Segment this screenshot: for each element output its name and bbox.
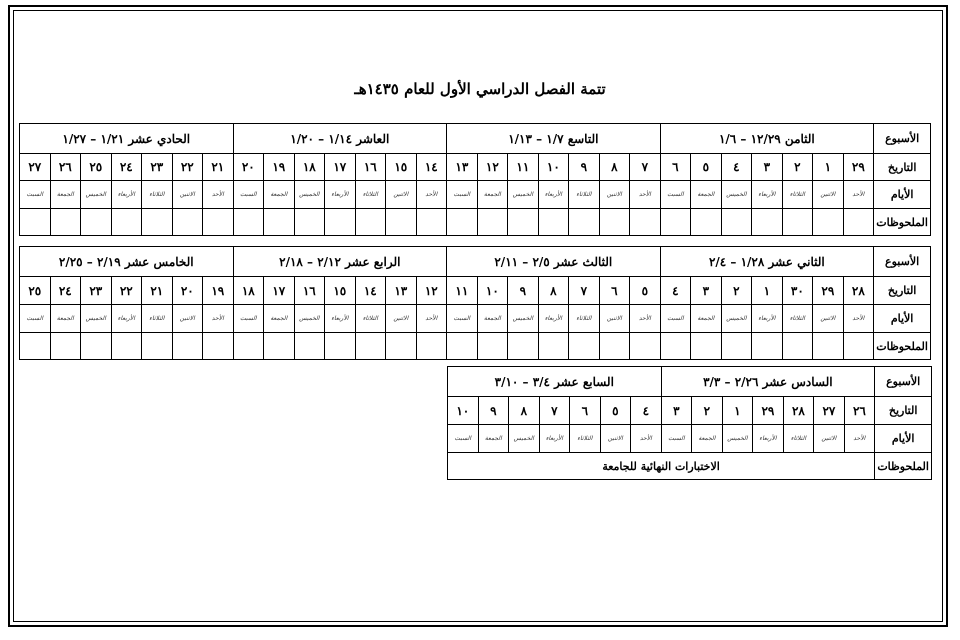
date-cell: ٢٨ <box>783 397 814 425</box>
calendar-block-3 <box>447 366 932 480</box>
notes-cell <box>81 333 112 360</box>
date-cell: ٨ <box>538 277 569 305</box>
notes-cell <box>447 333 478 360</box>
day-name-cell: السبت <box>20 181 51 209</box>
date-cell: ٢٩ <box>813 277 844 305</box>
date-cell: ٢٩ <box>843 154 874 181</box>
day-name-cell: الأحد <box>630 305 661 333</box>
day-name-cell: الأحد <box>630 181 661 209</box>
notes-cell <box>569 333 600 360</box>
notes-cell <box>813 209 844 236</box>
notes-cell <box>386 333 417 360</box>
notes-cell <box>294 209 325 236</box>
date-row <box>20 277 931 305</box>
notes-cell <box>81 209 112 236</box>
days-row <box>20 181 931 209</box>
notes-cell <box>233 333 264 360</box>
day-name-cell: الاثنين <box>172 305 203 333</box>
notes-label: الملحوظات <box>874 333 931 360</box>
days-label: الأيام <box>874 181 931 209</box>
day-name-cell: الاثنين <box>172 181 203 209</box>
notes-cell <box>355 333 386 360</box>
notes-cell <box>538 209 569 236</box>
notes-cell <box>538 333 569 360</box>
notes-cell <box>782 333 813 360</box>
day-name-cell: السبت <box>660 305 691 333</box>
notes-cell <box>416 209 447 236</box>
notes-cell <box>477 209 508 236</box>
week-cell: السادس عشر ٢/٢٦ – ٣/٣ <box>661 367 875 397</box>
day-name-cell: الأحد <box>416 305 447 333</box>
day-name-cell: الأربعاء <box>538 305 569 333</box>
date-cell: ١ <box>752 277 783 305</box>
date-cell: ٦ <box>660 154 691 181</box>
day-name-cell: الأحد <box>843 181 874 209</box>
date-cell: ٢٤ <box>111 154 142 181</box>
date-cell: ٦ <box>570 397 601 425</box>
notes-cell <box>813 333 844 360</box>
week-cell: الثامن ١٢/٢٩ – ١/٦ <box>660 124 874 154</box>
date-cell: ١٠ <box>477 277 508 305</box>
day-name-cell: الأربعاء <box>539 425 570 453</box>
date-cell: ١٧ <box>264 277 295 305</box>
day-name-cell: الثلاثاء <box>569 305 600 333</box>
date-row <box>20 154 931 181</box>
date-cell: ١٨ <box>294 154 325 181</box>
date-cell: ١٧ <box>325 154 356 181</box>
date-cell: ٢٦ <box>50 154 81 181</box>
date-cell: ٧ <box>539 397 570 425</box>
date-cell: ٢٧ <box>20 154 51 181</box>
date-cell: ٢٨ <box>843 277 874 305</box>
date-cell: ٢٩ <box>753 397 784 425</box>
date-cell: ١ <box>722 397 753 425</box>
week-cell: الخامس عشر ٢/١٩ – ٢/٢٥ <box>20 247 234 277</box>
notes-cell <box>782 209 813 236</box>
day-name-cell: الأحد <box>203 181 234 209</box>
day-name-cell: الأربعاء <box>111 305 142 333</box>
calendar-block-1 <box>19 123 931 236</box>
date-cell: ٢٠ <box>172 277 203 305</box>
day-name-cell: الخميس <box>81 181 112 209</box>
notes-cell <box>630 209 661 236</box>
days-label: الأيام <box>875 425 932 453</box>
notes-cell <box>111 333 142 360</box>
notes-label: الملحوظات <box>874 209 931 236</box>
date-cell: ٣٠ <box>782 277 813 305</box>
notes-cell <box>508 333 539 360</box>
date-cell: ٢٦ <box>844 397 875 425</box>
date-cell: ٨ <box>509 397 540 425</box>
date-cell: ١٦ <box>355 154 386 181</box>
notes-row <box>20 333 931 360</box>
date-cell: ٤ <box>660 277 691 305</box>
day-name-cell: الاثنين <box>600 425 631 453</box>
date-cell: ٢ <box>782 154 813 181</box>
day-name-cell: السبت <box>233 181 264 209</box>
day-name-cell: السبت <box>448 425 479 453</box>
day-name-cell: الجمعة <box>692 425 723 453</box>
day-name-cell: الثلاثاء <box>355 181 386 209</box>
notes-cell <box>691 209 722 236</box>
date-cell: ١٤ <box>355 277 386 305</box>
week-label: الأسبوع <box>874 247 931 277</box>
days-row <box>20 305 931 333</box>
week-row <box>20 124 931 154</box>
day-name-cell: الاثنين <box>386 181 417 209</box>
notes-cell <box>447 209 478 236</box>
date-cell: ٢ <box>721 277 752 305</box>
day-name-cell: الأحد <box>416 181 447 209</box>
day-name-cell: الاثنين <box>813 305 844 333</box>
date-row <box>448 397 932 425</box>
notes-cell <box>50 209 81 236</box>
date-label: التاريخ <box>875 397 932 425</box>
notes-cell <box>843 333 874 360</box>
notes-row <box>448 453 932 480</box>
day-name-cell: الجمعة <box>50 181 81 209</box>
day-name-cell: الأربعاء <box>325 181 356 209</box>
notes-cell <box>477 333 508 360</box>
day-name-cell: الاثنين <box>386 305 417 333</box>
day-name-cell: الأربعاء <box>753 425 784 453</box>
notes-cell <box>50 333 81 360</box>
day-name-cell: الثلاثاء <box>569 181 600 209</box>
day-name-cell: الجمعة <box>50 305 81 333</box>
day-name-cell: الأحد <box>844 425 875 453</box>
notes-cell <box>172 333 203 360</box>
week-cell: الثالث عشر ٢/٥ – ٢/١١ <box>447 247 661 277</box>
notes-cell <box>599 209 630 236</box>
date-cell: ٣ <box>752 154 783 181</box>
week-cell: التاسع ١/٧ – ١/١٣ <box>447 124 661 154</box>
day-name-cell: الجمعة <box>477 305 508 333</box>
day-name-cell: الاثنين <box>599 305 630 333</box>
notes-cell <box>599 333 630 360</box>
date-cell: ٨ <box>599 154 630 181</box>
notes-cell <box>386 209 417 236</box>
notes-cell <box>721 209 752 236</box>
week-cell: العاشر ١/١٤ – ١/٢٠ <box>233 124 447 154</box>
week-row <box>448 367 932 397</box>
day-name-cell: الاثنين <box>599 181 630 209</box>
date-cell: ٧ <box>569 277 600 305</box>
notes-cell <box>630 333 661 360</box>
notes-cell <box>752 333 783 360</box>
date-cell: ١٦ <box>294 277 325 305</box>
day-name-cell: الخميس <box>509 425 540 453</box>
day-name-cell: الثلاثاء <box>355 305 386 333</box>
date-cell: ١٨ <box>233 277 264 305</box>
day-name-cell: السبت <box>660 181 691 209</box>
notes-cell <box>264 209 295 236</box>
day-name-cell: الأحد <box>843 305 874 333</box>
day-name-cell: الجمعة <box>477 181 508 209</box>
day-name-cell: الأربعاء <box>538 181 569 209</box>
notes-cell <box>203 209 234 236</box>
notes-row <box>20 209 931 236</box>
date-cell: ١٩ <box>264 154 295 181</box>
page-title: تتمة الفصل الدراسي الأول للعام ١٤٣٥هـ <box>354 80 606 98</box>
week-cell: الحادي عشر ١/٢١ – ١/٢٧ <box>20 124 234 154</box>
notes-cell <box>660 333 691 360</box>
notes-cell <box>721 333 752 360</box>
date-cell: ٩ <box>569 154 600 181</box>
date-cell: ٢٥ <box>20 277 51 305</box>
date-cell: ١ <box>813 154 844 181</box>
day-name-cell: الجمعة <box>691 305 722 333</box>
week-label: الأسبوع <box>874 124 931 154</box>
notes-cell <box>691 333 722 360</box>
date-cell: ٢٣ <box>142 154 173 181</box>
notes-cell <box>660 209 691 236</box>
day-name-cell: الأحد <box>631 425 662 453</box>
date-cell: ٥ <box>691 154 722 181</box>
day-name-cell: الاثنين <box>813 181 844 209</box>
notes-cell <box>569 209 600 236</box>
date-cell: ١٠ <box>538 154 569 181</box>
day-name-cell: الأربعاء <box>325 305 356 333</box>
date-cell: ٢١ <box>203 154 234 181</box>
day-name-cell: الجمعة <box>691 181 722 209</box>
date-label: التاريخ <box>874 277 931 305</box>
date-cell: ١١ <box>447 277 478 305</box>
day-name-cell: الثلاثاء <box>783 425 814 453</box>
date-cell: ١٤ <box>416 154 447 181</box>
day-name-cell: الأربعاء <box>752 181 783 209</box>
day-name-cell: الخميس <box>508 181 539 209</box>
date-cell: ٤ <box>631 397 662 425</box>
day-name-cell: الأربعاء <box>752 305 783 333</box>
date-cell: ٣ <box>661 397 692 425</box>
day-name-cell: الاثنين <box>814 425 845 453</box>
notes-cell <box>142 333 173 360</box>
date-cell: ١٠ <box>448 397 479 425</box>
day-name-cell: الثلاثاء <box>142 305 173 333</box>
day-name-cell: الثلاثاء <box>782 305 813 333</box>
day-name-cell: السبت <box>447 181 478 209</box>
notes-cell <box>508 209 539 236</box>
date-cell: ١٣ <box>386 277 417 305</box>
day-name-cell: الثلاثاء <box>142 181 173 209</box>
date-cell: ٢ <box>692 397 723 425</box>
notes-cell <box>203 333 234 360</box>
date-cell: ٢٢ <box>172 154 203 181</box>
week-cell: الرابع عشر ٢/١٢ – ٢/١٨ <box>233 247 447 277</box>
day-name-cell: السبت <box>447 305 478 333</box>
date-cell: ٩ <box>478 397 509 425</box>
day-name-cell: الثلاثاء <box>570 425 601 453</box>
date-cell: ٦ <box>599 277 630 305</box>
date-cell: ١٩ <box>203 277 234 305</box>
date-cell: ٧ <box>630 154 661 181</box>
date-label: التاريخ <box>874 154 931 181</box>
date-cell: ٢٤ <box>50 277 81 305</box>
day-name-cell: الخميس <box>81 305 112 333</box>
date-cell: ٢٢ <box>111 277 142 305</box>
date-cell: ٣ <box>691 277 722 305</box>
day-name-cell: الخميس <box>721 181 752 209</box>
date-cell: ٥ <box>600 397 631 425</box>
day-name-cell: الخميس <box>508 305 539 333</box>
day-name-cell: السبت <box>20 305 51 333</box>
day-name-cell: الأربعاء <box>111 181 142 209</box>
date-cell: ١٣ <box>447 154 478 181</box>
date-cell: ٢٧ <box>814 397 845 425</box>
date-cell: ٢٣ <box>81 277 112 305</box>
notes-cell <box>233 209 264 236</box>
day-name-cell: الثلاثاء <box>782 181 813 209</box>
notes-cell <box>355 209 386 236</box>
notes-label: الملحوظات <box>875 453 932 480</box>
notes-cell <box>172 209 203 236</box>
notes-cell: الاختبارات النهائية للجامعة <box>448 453 875 480</box>
date-cell: ٢٥ <box>81 154 112 181</box>
date-cell: ٢١ <box>142 277 173 305</box>
day-name-cell: الخميس <box>294 181 325 209</box>
notes-cell <box>325 209 356 236</box>
day-name-cell: الأحد <box>203 305 234 333</box>
notes-cell <box>20 209 51 236</box>
week-label: الأسبوع <box>875 367 932 397</box>
notes-cell <box>264 333 295 360</box>
date-cell: ٤ <box>721 154 752 181</box>
notes-cell <box>843 209 874 236</box>
date-cell: ١٥ <box>325 277 356 305</box>
day-name-cell: السبت <box>233 305 264 333</box>
calendar-block-2 <box>19 246 931 360</box>
day-name-cell: السبت <box>661 425 692 453</box>
day-name-cell: الجمعة <box>478 425 509 453</box>
date-cell: ١٢ <box>416 277 447 305</box>
date-cell: ٩ <box>508 277 539 305</box>
date-cell: ٢٠ <box>233 154 264 181</box>
day-name-cell: الجمعة <box>264 305 295 333</box>
date-cell: ١٢ <box>477 154 508 181</box>
notes-cell <box>416 333 447 360</box>
week-cell: الثاني عشر ١/٢٨ – ٢/٤ <box>660 247 874 277</box>
notes-cell <box>111 209 142 236</box>
notes-cell <box>325 333 356 360</box>
day-name-cell: الجمعة <box>264 181 295 209</box>
date-cell: ١٥ <box>386 154 417 181</box>
date-cell: ٥ <box>630 277 661 305</box>
notes-cell <box>294 333 325 360</box>
date-cell: ١١ <box>508 154 539 181</box>
days-label: الأيام <box>874 305 931 333</box>
week-row <box>20 247 931 277</box>
day-name-cell: الخميس <box>721 305 752 333</box>
notes-cell <box>142 209 173 236</box>
day-name-cell: الخميس <box>722 425 753 453</box>
day-name-cell: الخميس <box>294 305 325 333</box>
week-cell: السابع عشر ٣/٤ – ٣/١٠ <box>448 367 662 397</box>
days-row <box>448 425 932 453</box>
notes-cell <box>20 333 51 360</box>
notes-cell <box>752 209 783 236</box>
